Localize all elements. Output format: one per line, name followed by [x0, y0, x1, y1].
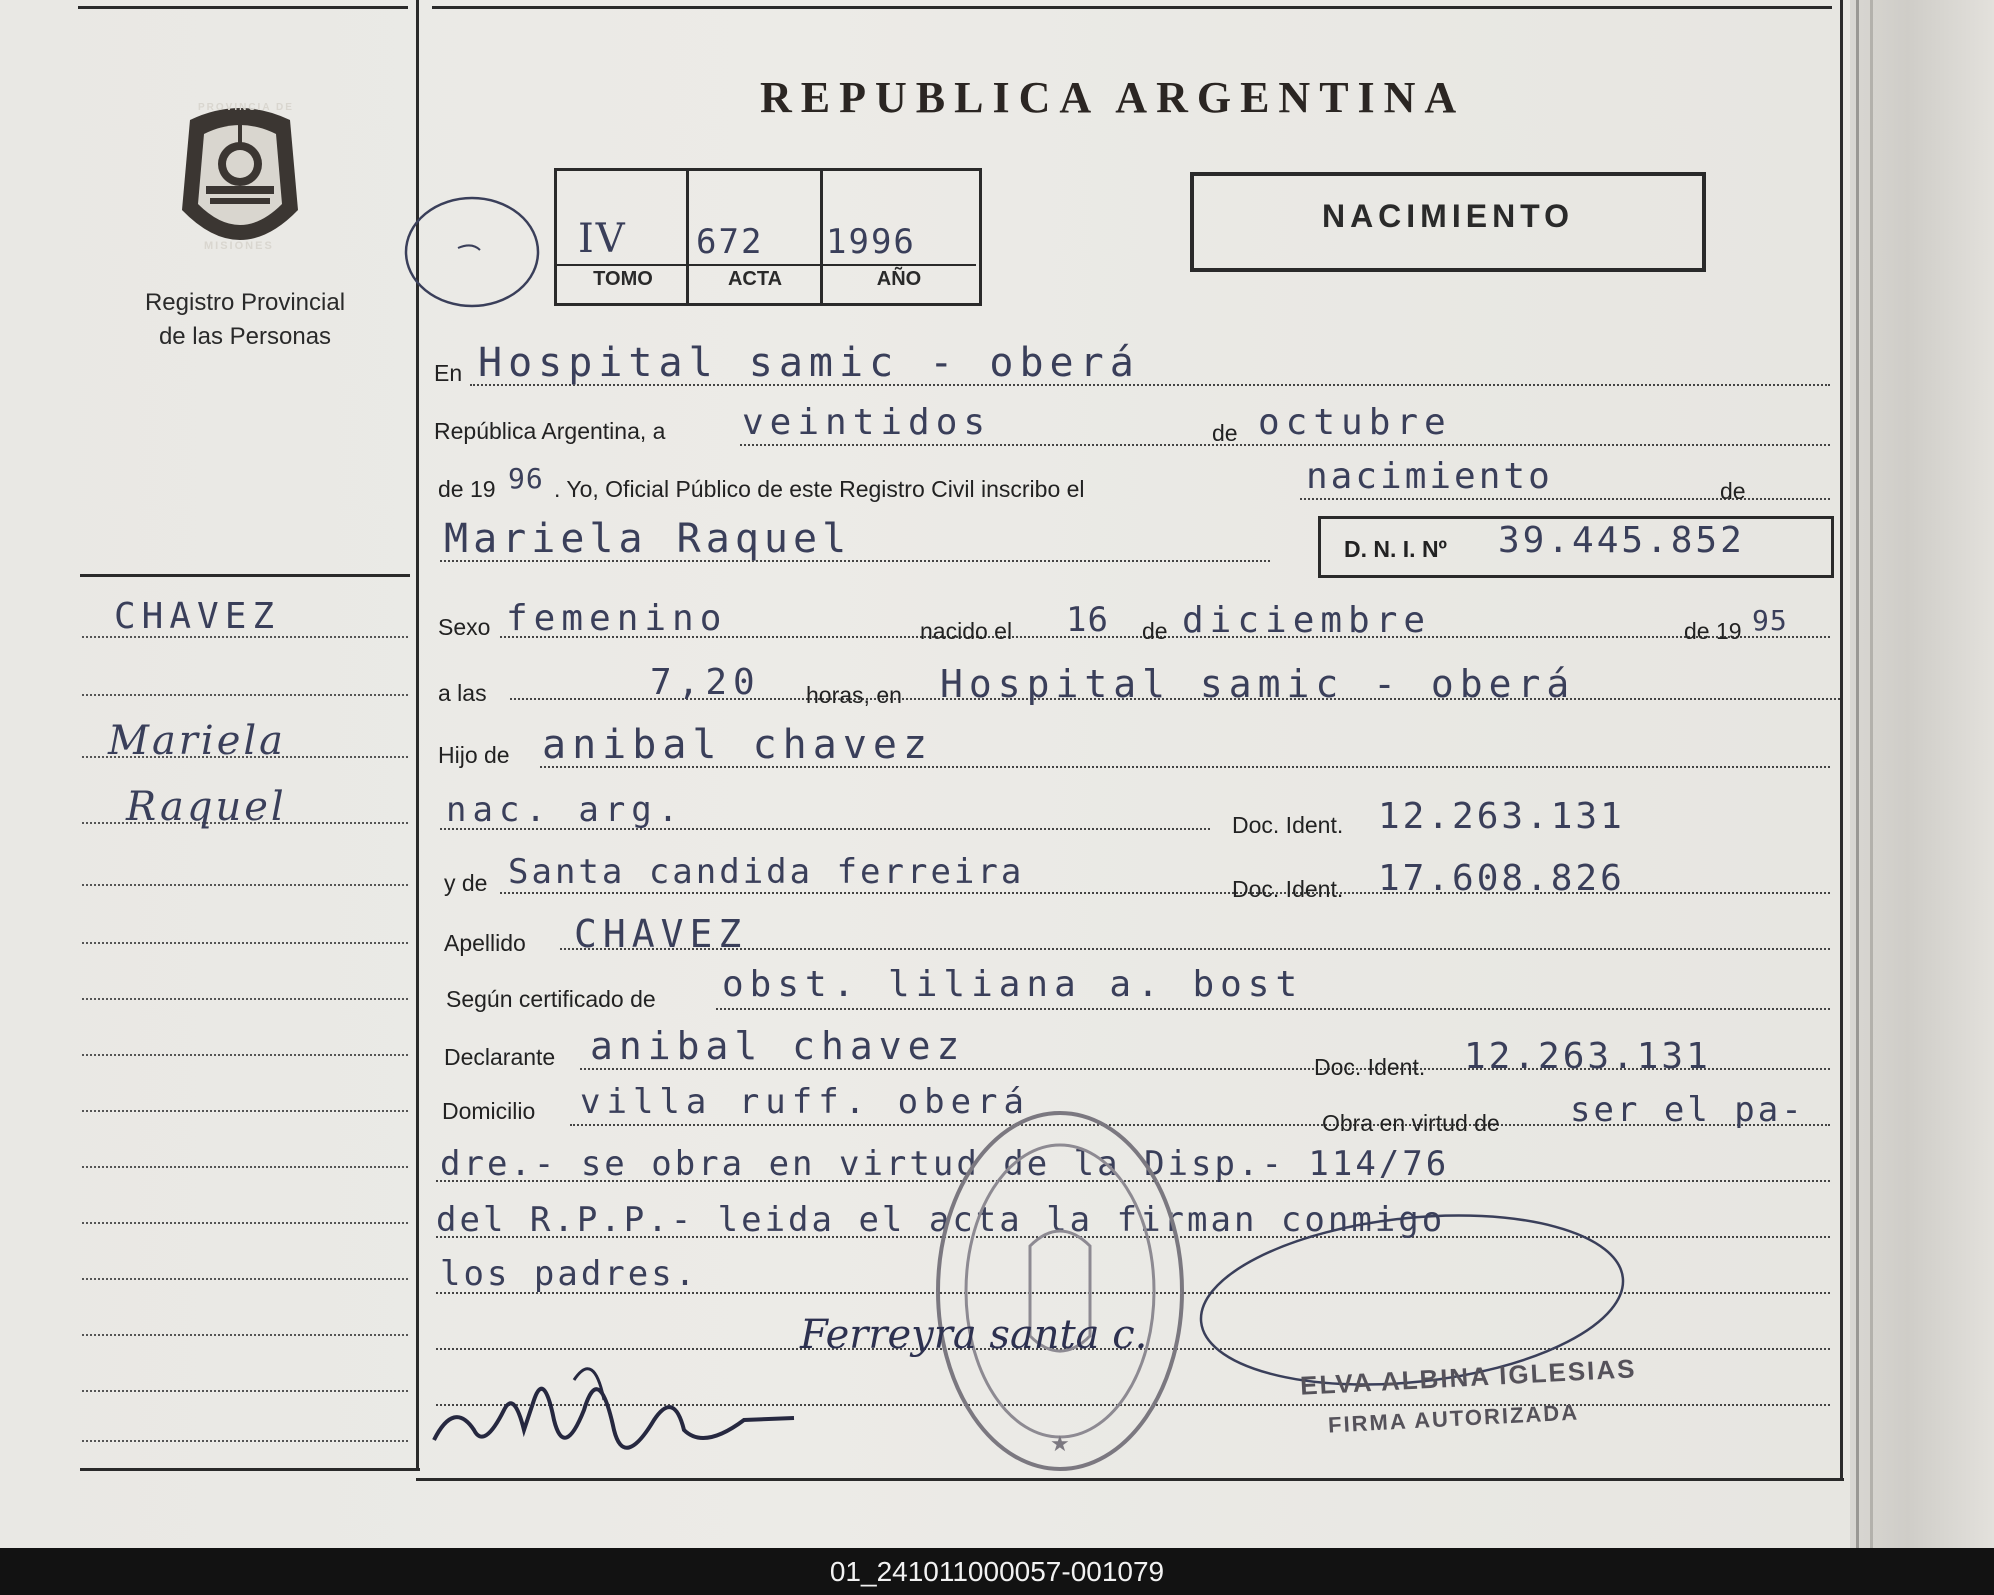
sexo-value: femenino: [506, 598, 728, 639]
top-rule-left: [78, 6, 408, 9]
segun-label: Según certificado de: [446, 986, 656, 1012]
sexo-label: Sexo: [438, 614, 491, 640]
anio-value: 96: [508, 462, 544, 495]
doc3-label: Doc. Ident.: [1314, 1054, 1426, 1080]
domicilio-label: Domicilio: [442, 1098, 536, 1124]
doc3-value: 12.263.131: [1464, 1036, 1711, 1077]
registry-seal-icon: [930, 1106, 1190, 1476]
doc1-value: 12.263.131: [1378, 796, 1625, 837]
act-type: NACIMIENTO: [1321, 198, 1575, 234]
lugar-value: Hospital samic - oberá: [940, 662, 1576, 706]
dia-value: veintidos: [742, 402, 992, 443]
obra-value: ser el pa-: [1570, 1090, 1805, 1130]
tomo-value: IV: [578, 216, 627, 262]
margin-name-1: Mariela: [108, 718, 287, 764]
republica-label: República Argentina, a: [434, 418, 666, 444]
nacido-label: nacido el: [920, 618, 1013, 644]
ano-label: AÑO: [876, 268, 922, 290]
en-value: Hospital samic - oberá: [478, 340, 1140, 386]
doc1-label: Doc. Ident.: [1232, 812, 1344, 838]
hora-value: 7,20: [650, 662, 761, 703]
yo-text: . Yo, Oficial Público de este Registro Civil inscribo el: [554, 476, 1085, 502]
observation-line-2: del R.P.P.- leida el acta la firman conmigo: [436, 1200, 1446, 1240]
right-border: [1840, 0, 1843, 1478]
nacido-mes: diciembre: [1182, 600, 1432, 641]
misiones-crest-icon: [170, 100, 310, 260]
mes-value: octubre: [1258, 402, 1452, 443]
declarante-label: Declarante: [444, 1044, 556, 1070]
registry-line-2: de las Personas: [158, 323, 332, 350]
doc2-value: 17.608.826: [1378, 858, 1625, 899]
observation-line-1: dre.- se obra en virtud de la Disp.- 114/76: [440, 1144, 1450, 1184]
tomo-label: TOMO: [593, 268, 653, 290]
seal-circle-mark: [400, 190, 550, 320]
yde-label: y de: [444, 870, 488, 896]
nacido-dia: 16: [1066, 600, 1109, 640]
registry-line-1: Registro Provincial: [144, 289, 346, 316]
bottom-rule-left: [80, 1468, 420, 1471]
acta-value: 672: [696, 222, 764, 262]
acta-label: ACTA: [727, 268, 783, 290]
padre-nac-value: nac. arg.: [446, 790, 685, 830]
de3-label: de: [1142, 618, 1168, 644]
crest-top-text: PROVINCIA DE: [198, 102, 294, 113]
registry-name: [120, 286, 370, 354]
dni-value: 39.445.852: [1498, 520, 1745, 561]
apellido-value: CHAVEZ: [574, 912, 748, 956]
margin-name-2: Raquel: [126, 784, 287, 830]
anio-prefix: de 19: [438, 476, 496, 502]
alas-label: a las: [438, 680, 487, 706]
top-rule-right: [432, 6, 1832, 9]
svg-text:★: ★: [1050, 1432, 1070, 1457]
de-anio-label: de 19: [1684, 618, 1742, 644]
madre-value: Santa candida ferreira: [508, 852, 1025, 892]
dni-label: D. N. I. Nº: [1344, 536, 1447, 562]
padre-value: anibal chavez: [542, 722, 934, 768]
official-stamp-name: ELVA ALBINA IGLESIAS: [1299, 1353, 1638, 1401]
page-title: REPUBLICA ARGENTINA: [760, 73, 1466, 122]
observation-line-3: los padres.: [440, 1254, 699, 1294]
nacido-anio: 95: [1752, 604, 1788, 637]
acto-value: nacimiento: [1306, 456, 1553, 497]
domicilio-value: villa ruff. oberá: [580, 1082, 1030, 1122]
horas-label: horas, en: [806, 682, 902, 708]
obra-label: Obra en virtud de: [1322, 1110, 1500, 1136]
doc2-label: Doc. Ident.: [1232, 876, 1344, 902]
official-stamp-title: FIRMA AUTORIZADA: [1327, 1399, 1580, 1438]
declarant-signature: [424, 1340, 804, 1480]
margin-rule: [80, 574, 410, 577]
en-label: En: [434, 360, 463, 386]
mother-signature: Ferreyra santa c.: [800, 1312, 1148, 1358]
crest-bottom-text: MISIONES: [204, 240, 274, 252]
segun-value: obst. liliana a. bost: [722, 964, 1304, 1005]
margin-surname: CHAVEZ: [114, 596, 281, 637]
de2-label: de: [1720, 478, 1746, 504]
de-label: de: [1212, 420, 1238, 446]
ano-value: 1996: [826, 222, 916, 262]
nombre-value: Mariela Raquel: [444, 516, 852, 562]
hijo-label: Hijo de: [438, 742, 510, 768]
declarante-value: anibal chavez: [590, 1024, 966, 1068]
image-id-footer: 01_241011000057-001079: [0, 1548, 1994, 1595]
apellido-label: Apellido: [444, 930, 526, 956]
